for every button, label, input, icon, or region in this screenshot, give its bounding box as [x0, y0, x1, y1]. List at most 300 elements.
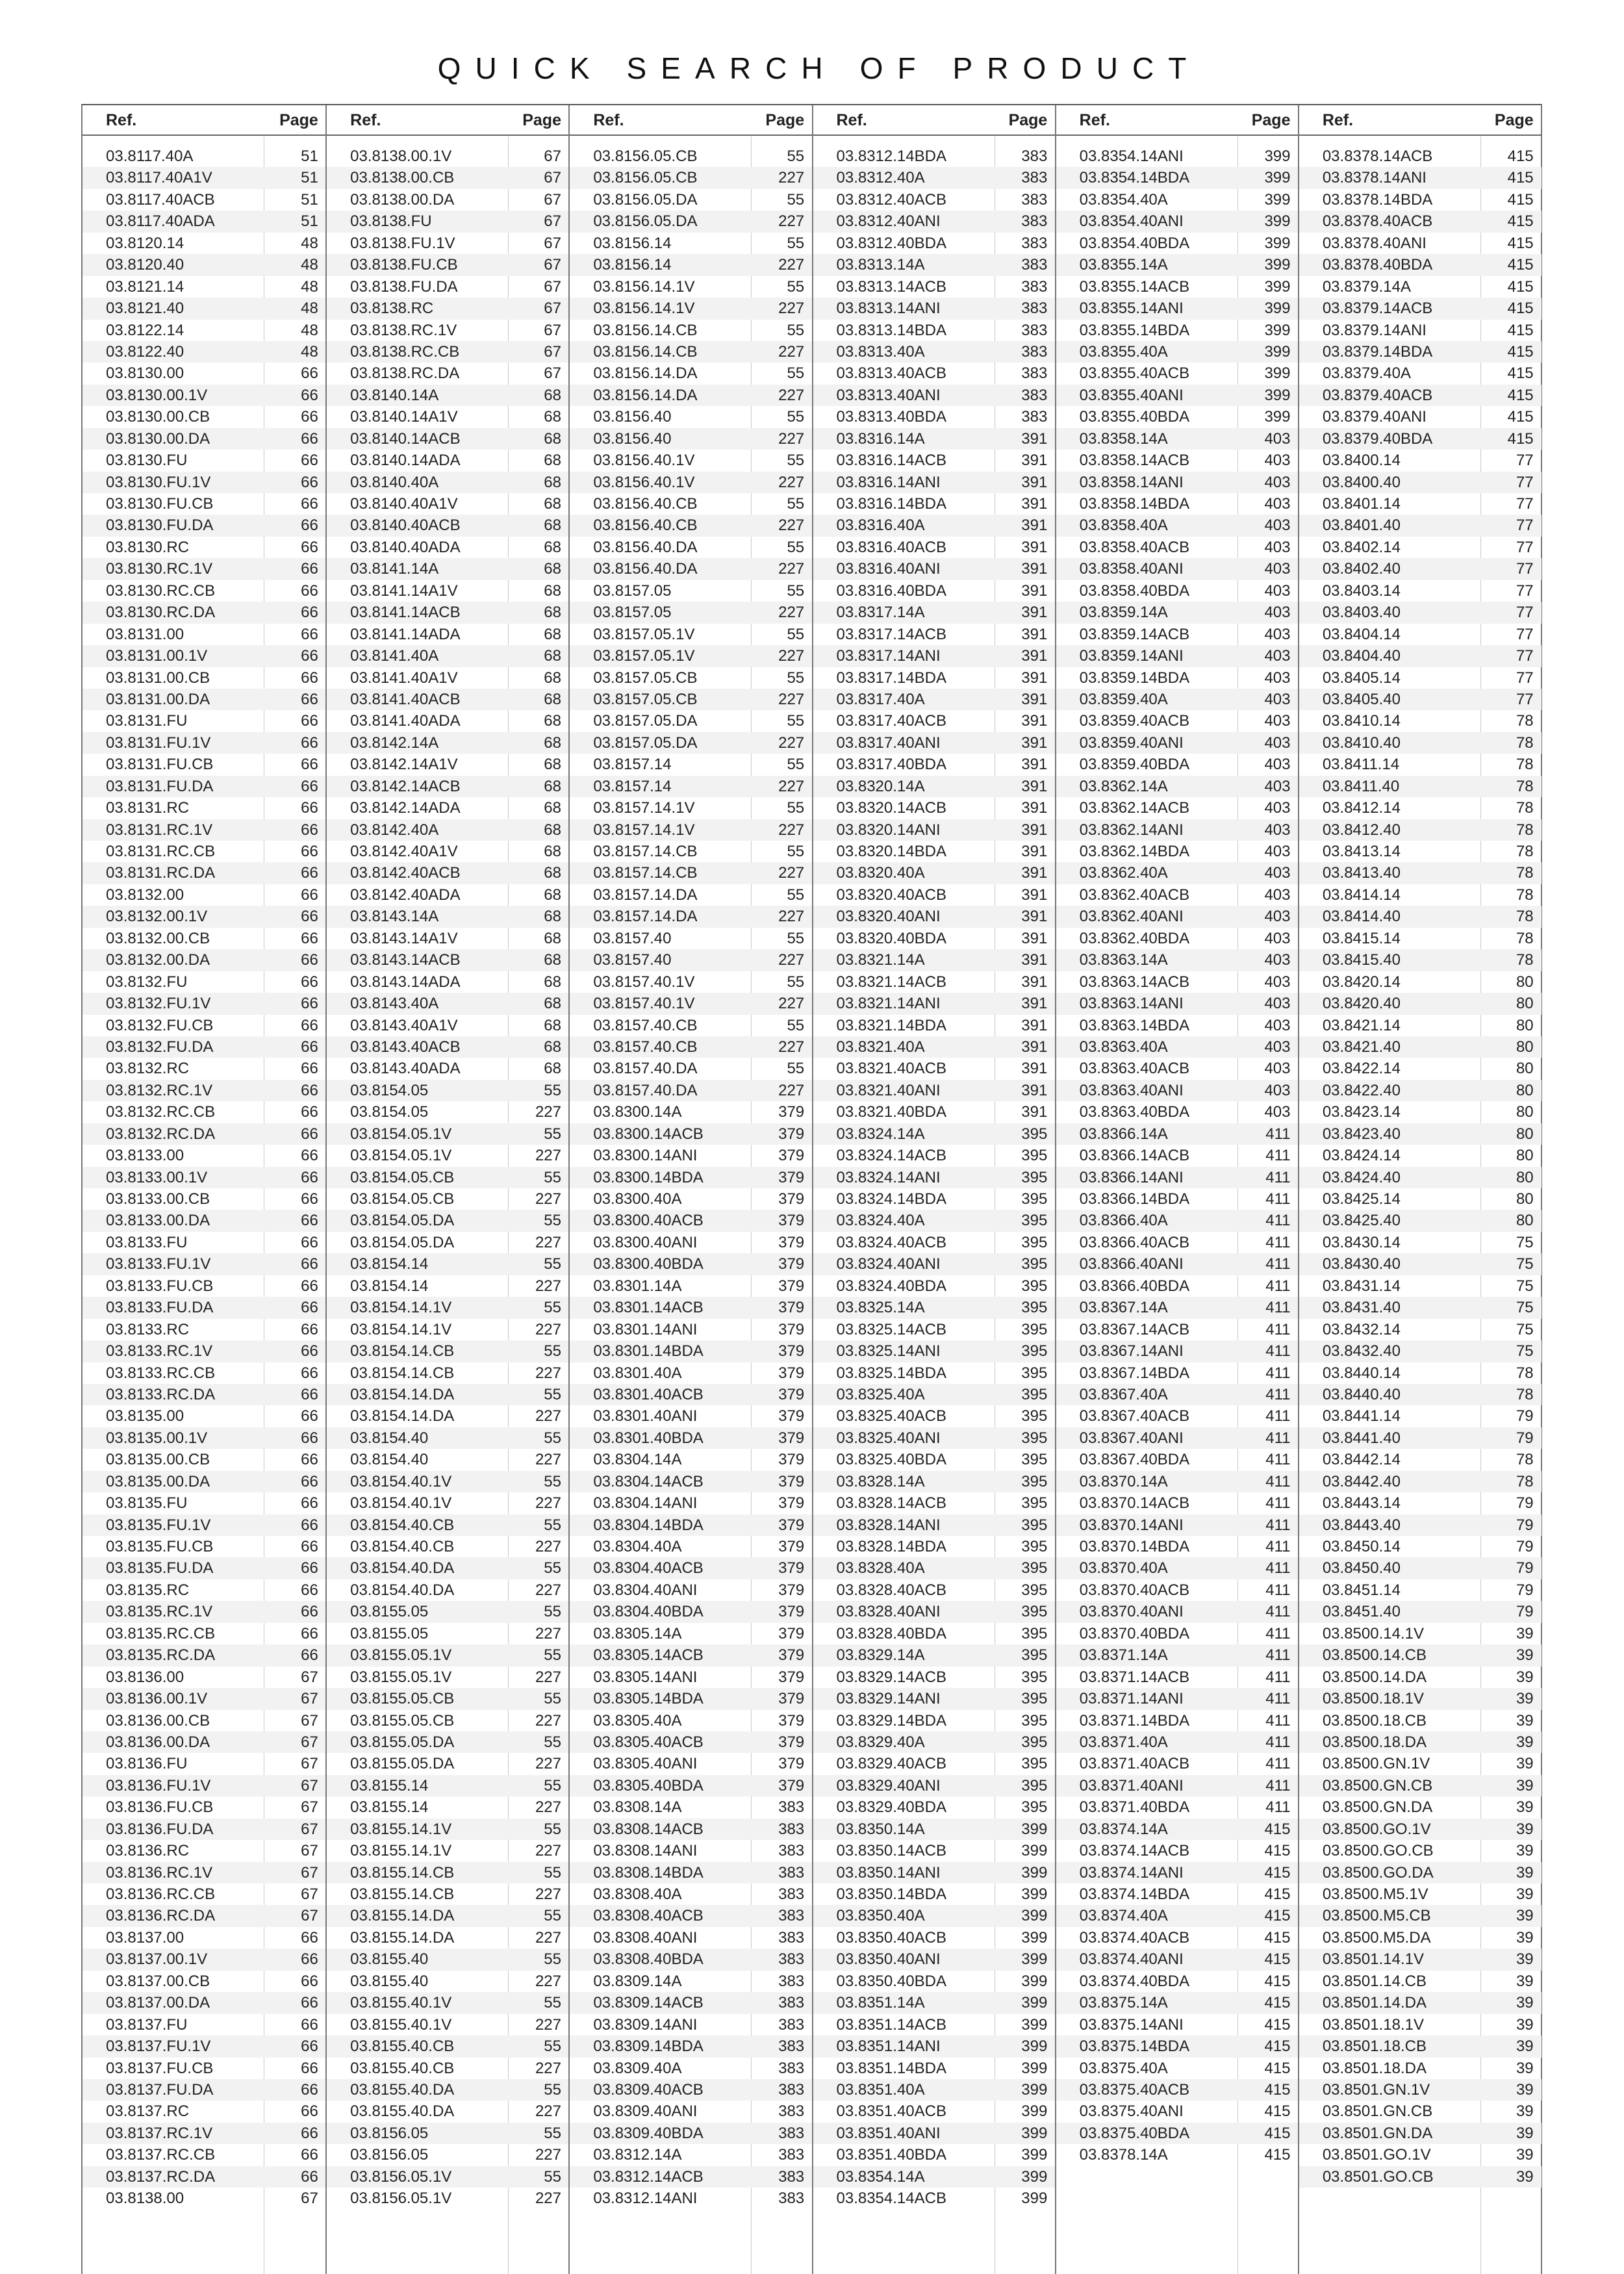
page-number: 39 [1516, 2038, 1534, 2056]
index-column [1055, 105, 1299, 2274]
ref-code: 03.8130.00 [106, 364, 184, 383]
ref-code: 03.8324.14ACB [836, 1147, 946, 1165]
table-row [82, 1145, 326, 1166]
page-number: 383 [778, 2124, 805, 2142]
ref-code: 03.8379.14ANI [1322, 321, 1427, 339]
table-row [813, 2166, 1056, 2188]
page-number: 66 [301, 1103, 318, 1121]
page-number: 55 [544, 2124, 561, 2142]
table-row [1056, 515, 1299, 536]
page-number: 379 [778, 1624, 805, 1642]
ref-code: 03.8378.40ACB [1322, 212, 1433, 231]
ref-code: 03.8136.RC.DA [106, 1907, 216, 1925]
table-row [1056, 645, 1299, 667]
ref-code: 03.8316.14ACB [836, 452, 946, 470]
ref-code: 03.8363.14ANI [1079, 995, 1184, 1013]
page-number: 78 [1516, 777, 1534, 795]
page-number: 379 [778, 1494, 805, 1513]
table-row [813, 2144, 1056, 2165]
table-row [813, 928, 1056, 949]
table-row [813, 2101, 1056, 2122]
table-row [570, 1210, 812, 1231]
page-number: 68 [544, 538, 561, 556]
page-number: 379 [778, 1299, 805, 1317]
page-number: 77 [1516, 538, 1534, 556]
table-row [570, 1362, 812, 1384]
page-number: 39 [1516, 1863, 1534, 1882]
page-number: 67 [544, 256, 561, 274]
page-number: 415 [1507, 234, 1534, 252]
table-row [82, 1340, 326, 1362]
table-row [1056, 189, 1299, 211]
ref-code: 03.8135.00 [106, 1407, 184, 1425]
table-row [1299, 1796, 1542, 1818]
table-row [327, 1688, 569, 1709]
ref-code: 03.8443.14 [1322, 1494, 1401, 1513]
ref-code: 03.8304.40BDA [593, 1603, 704, 1621]
table-row [570, 645, 812, 667]
ref-code: 03.8359.14ANI [1079, 647, 1184, 665]
table-row [570, 819, 812, 841]
page-number: 68 [544, 495, 561, 513]
page-number: 66 [301, 2124, 318, 2142]
table-row [1299, 1319, 1542, 1340]
ref-code: 03.8156.40 [593, 429, 672, 448]
page-number: 67 [544, 212, 561, 231]
table-row [570, 1492, 812, 1514]
ref-code: 03.8400.14 [1322, 452, 1401, 470]
ref-code: 03.8374.40ANI [1079, 1950, 1184, 1969]
ref-code: 03.8154.14 [350, 1277, 429, 1295]
page-number: 66 [301, 1212, 318, 1230]
page-number: 68 [544, 1060, 561, 1078]
page-header: Page [1008, 111, 1048, 129]
table-row [570, 320, 812, 341]
ref-code: 03.8132.RC.DA [106, 1125, 216, 1143]
page-number: 379 [778, 1125, 805, 1143]
table-row [570, 1862, 812, 1884]
ref-code: 03.8410.14 [1322, 712, 1401, 730]
page-number: 78 [1516, 908, 1534, 926]
page-number: 227 [535, 1451, 561, 1469]
ref-code: 03.8321.40A [836, 1038, 925, 1056]
ref-code: 03.8137.FU.CB [106, 2059, 214, 2077]
page-number: 66 [301, 799, 318, 817]
page-number: 67 [301, 1668, 318, 1686]
page-number: 395 [1021, 1472, 1048, 1490]
table-row [813, 1449, 1056, 1470]
page-number: 227 [778, 212, 805, 231]
ref-code: 03.8135.00.CB [106, 1451, 210, 1469]
table-row [327, 1275, 569, 1297]
ref-code: 03.8375.14BDA [1079, 2038, 1190, 2056]
page-number: 415 [1264, 2015, 1291, 2034]
table-row [82, 993, 326, 1014]
ref-code: 03.8367.14A [1079, 1299, 1168, 1317]
table-row [1299, 1927, 1542, 1948]
ref-code: 03.8300.14BDA [593, 1168, 704, 1186]
ref-code: 03.8156.05.CB [593, 169, 698, 187]
ref-code: 03.8366.40ANI [1079, 1255, 1184, 1273]
table-row [327, 1514, 569, 1536]
ref-code: 03.8501.14.DA [1322, 1994, 1427, 2012]
ref-code: 03.8316.14A [836, 429, 925, 448]
table-row [813, 2036, 1056, 2057]
page-number: 403 [1264, 669, 1291, 687]
page-header: Page [1251, 111, 1291, 129]
ref-code: 03.8141.40A [350, 647, 439, 665]
page-number: 391 [1021, 647, 1048, 665]
page-number: 395 [1021, 1168, 1048, 1186]
page-number: 67 [301, 1755, 318, 1773]
ref-code: 03.8155.40.DA [350, 2102, 455, 2121]
page-number: 66 [301, 908, 318, 926]
ref-code: 03.8320.14A [836, 777, 925, 795]
page-number: 391 [1021, 864, 1048, 882]
ref-code: 03.8155.14.DA [350, 1907, 455, 1925]
ref-code: 03.8412.14 [1322, 799, 1401, 817]
page-number: 66 [301, 929, 318, 947]
ref-code: 03.8359.40ACB [1079, 712, 1190, 730]
table-row [327, 1492, 569, 1514]
table-row [82, 645, 326, 667]
column-rows [82, 146, 326, 2210]
ref-code: 03.8156.05.CB [593, 147, 698, 165]
table-row [1056, 1905, 1299, 1926]
page-number: 67 [544, 277, 561, 296]
table-row [327, 1601, 569, 1622]
page-number: 66 [301, 951, 318, 969]
page-number: 66 [301, 1603, 318, 1621]
page-number: 395 [1021, 1733, 1048, 1751]
ref-code: 03.8359.14ACB [1079, 625, 1190, 643]
table-row [1056, 1319, 1299, 1340]
table-row [327, 2014, 569, 2036]
table-row [570, 1731, 812, 1753]
page-number: 78 [1516, 843, 1534, 860]
ref-code: 03.8138.FU.1V [350, 234, 455, 252]
table-row [813, 1319, 1056, 1340]
ref-code: 03.8325.40ANI [836, 1429, 941, 1447]
page-number: 415 [1507, 212, 1534, 231]
page-number: 55 [544, 1299, 561, 1317]
ref-code: 03.8501.GO.1V [1322, 2146, 1431, 2164]
column-rows [813, 146, 1056, 2210]
page-number: 55 [544, 1429, 561, 1447]
page-number: 379 [778, 1103, 805, 1121]
ref-code: 03.8156.40.DA [593, 560, 698, 578]
page-number: 399 [1021, 1907, 1048, 1925]
page-number: 399 [1021, 2167, 1048, 2186]
ref-code: 03.8154.05.DA [350, 1233, 455, 1251]
table-row [813, 1971, 1056, 1992]
ref-code: 03.8328.14A [836, 1472, 925, 1490]
table-row [570, 1601, 812, 1622]
table-row [813, 1688, 1056, 1709]
ref-code: 03.8351.40ANI [836, 2124, 941, 2142]
page-number: 78 [1516, 712, 1534, 730]
ref-code: 03.8131.FU.1V [106, 734, 211, 752]
table-row [813, 1384, 1056, 1405]
page-number: 379 [778, 1690, 805, 1708]
ref-code: 03.8157.05.DA [593, 712, 698, 730]
page-number: 379 [778, 1320, 805, 1338]
ref-code: 03.8157.05.1V [593, 625, 695, 643]
table-row [1056, 1167, 1299, 1188]
page-number: 411 [1265, 1364, 1291, 1382]
ref-code: 03.8137.RC.1V [106, 2124, 213, 2142]
ref-code: 03.8362.40BDA [1079, 929, 1190, 947]
page-number: 55 [544, 2167, 561, 2186]
ref-code: 03.8132.00 [106, 886, 184, 904]
page-number: 383 [778, 2190, 805, 2208]
page-number: 55 [544, 1733, 561, 1751]
ref-code: 03.8329.14BDA [836, 1711, 946, 1730]
ref-code: 03.8379.40BDA [1322, 429, 1433, 448]
table-row [813, 1405, 1056, 1427]
page-number: 403 [1264, 951, 1291, 969]
table-row [327, 1427, 569, 1449]
table-row [327, 2123, 569, 2144]
table-row [1056, 211, 1299, 232]
ref-code: 03.8136.RC.CB [106, 1885, 216, 1903]
ref-code: 03.8304.14ANI [593, 1494, 698, 1513]
page-number: 383 [778, 2167, 805, 2186]
table-row [1299, 2166, 1542, 2188]
table-row [1299, 993, 1542, 1014]
table-row [82, 2101, 326, 2122]
table-row [570, 1753, 812, 1774]
table-row [82, 1948, 326, 1970]
page-number: 391 [1021, 517, 1048, 535]
page-number: 383 [1021, 342, 1048, 361]
ref-code: 03.8154.05.CB [350, 1190, 455, 1208]
ref-code: 03.8371.40ACB [1079, 1755, 1190, 1773]
ref-code: 03.8359.40BDA [1079, 756, 1190, 774]
table-row [327, 1536, 569, 1557]
table-row [570, 341, 812, 363]
page-number: 55 [787, 538, 805, 556]
page-number: 411 [1265, 1690, 1291, 1708]
ref-code: 03.8411.40 [1322, 777, 1400, 795]
ref-code: 03.8155.05 [350, 1624, 429, 1642]
page-number: 395 [1021, 1364, 1048, 1382]
page-number: 55 [544, 1820, 561, 1838]
ref-code: 03.8371.14ANI [1079, 1690, 1184, 1708]
table-row [570, 754, 812, 775]
page-number: 415 [1264, 2124, 1291, 2142]
table-row [327, 1384, 569, 1405]
table-row [813, 862, 1056, 884]
page-number: 66 [301, 864, 318, 882]
table-row [1299, 1601, 1542, 1622]
table-row [327, 993, 569, 1014]
table-row [1056, 1405, 1299, 1427]
ref-code: 03.8131.RC.1V [106, 821, 213, 839]
page-number: 227 [778, 908, 805, 926]
table-row [1299, 167, 1542, 188]
page-number: 80 [1516, 1168, 1534, 1186]
table-row [327, 1253, 569, 1275]
page-number: 395 [1021, 1233, 1048, 1251]
table-row [1056, 1971, 1299, 1992]
ref-code: 03.8301.40ANI [593, 1407, 698, 1425]
table-row [327, 233, 569, 254]
table-row [327, 1362, 569, 1384]
page-number: 379 [778, 1233, 805, 1251]
ref-code: 03.8367.40BDA [1079, 1451, 1190, 1469]
table-row [1056, 1579, 1299, 1601]
table-row [82, 320, 326, 341]
table-row [1299, 146, 1542, 167]
table-row [1056, 450, 1299, 471]
page-number: 227 [535, 1755, 561, 1773]
table-row [1299, 862, 1542, 884]
ref-code: 03.8130.RC [106, 538, 190, 556]
table-row [1056, 2036, 1299, 2057]
page-number: 77 [1516, 495, 1534, 513]
ref-code: 03.8135.FU.1V [106, 1516, 211, 1534]
ref-code: 03.8500.GN.1V [1322, 1755, 1430, 1773]
table-row [82, 146, 326, 167]
table-row [570, 428, 812, 450]
table-row [82, 1058, 326, 1079]
ref-code: 03.8375.14A [1079, 1994, 1168, 2012]
table-row [570, 1101, 812, 1123]
page-number: 66 [301, 1190, 318, 1208]
table-row [1299, 928, 1542, 949]
page-number: 79 [1516, 1494, 1534, 1513]
page-number: 66 [301, 495, 318, 513]
page-number: 383 [1021, 300, 1048, 318]
ref-code: 03.8309.14ACB [593, 1994, 704, 2012]
table-row [1056, 993, 1299, 1014]
page-number: 67 [301, 1863, 318, 1882]
page-number: 66 [301, 2038, 318, 2056]
column-header [1299, 105, 1542, 136]
table-row [570, 1514, 812, 1536]
ref-code: 03.8358.40BDA [1079, 581, 1190, 600]
page-number: 55 [544, 2038, 561, 2056]
page-number: 55 [787, 929, 805, 947]
page-number: 391 [1021, 908, 1048, 926]
table-row [1299, 1840, 1542, 1861]
page-number: 39 [1516, 2015, 1534, 2034]
page-number: 403 [1264, 495, 1291, 513]
page-number: 66 [301, 1950, 318, 1969]
ref-code: 03.8321.14ANI [836, 995, 941, 1013]
table-row [813, 710, 1056, 732]
ref-code: 03.8304.40ACB [593, 1559, 704, 1578]
ref-code: 03.8142.40ACB [350, 864, 461, 882]
table-row [1299, 1905, 1542, 1926]
ref-code: 03.8138.00.1V [350, 147, 452, 165]
ref-code: 03.8363.40ANI [1079, 1081, 1184, 1099]
table-row [1299, 1710, 1542, 1731]
ref-code: 03.8355.14ACB [1079, 277, 1190, 296]
table-row [1299, 1123, 1542, 1145]
table-row [1056, 1232, 1299, 1253]
page-number: 415 [1264, 1842, 1291, 1860]
ref-code: 03.8156.40.1V [593, 473, 695, 491]
page-number: 78 [1516, 734, 1534, 752]
table-row [813, 2014, 1056, 2036]
page-number: 227 [535, 1928, 561, 1947]
page-number: 415 [1264, 1907, 1291, 1925]
ref-code: 03.8328.40A [836, 1559, 925, 1578]
page-number: 78 [1516, 1472, 1534, 1490]
page-number: 411 [1265, 1277, 1291, 1295]
page-number: 39 [1516, 2059, 1534, 2077]
ref-code: 03.8441.40 [1322, 1429, 1401, 1447]
page-number: 403 [1264, 625, 1291, 643]
ref-code: 03.8362.14BDA [1079, 843, 1190, 860]
ref-code: 03.8130.FU.CB [106, 495, 214, 513]
page-number: 399 [1264, 256, 1291, 274]
page-number: 383 [778, 2102, 805, 2121]
ref-code: 03.8305.14ACB [593, 1646, 704, 1665]
table-row [1299, 819, 1542, 841]
page-number: 68 [544, 973, 561, 991]
table-row [570, 1319, 812, 1340]
page-number: 66 [301, 1255, 318, 1273]
table-row [327, 689, 569, 710]
page-number: 67 [544, 364, 561, 383]
table-row [1056, 1840, 1299, 1861]
page-number: 395 [1021, 1755, 1048, 1773]
page-number: 411 [1265, 1342, 1291, 1361]
table-row [1299, 580, 1542, 602]
ref-code: 03.8309.40A [593, 2059, 682, 2077]
page-number: 39 [1516, 1776, 1534, 1795]
page-number: 55 [787, 973, 805, 991]
ref-code: 03.8378.14ACB [1322, 147, 1433, 165]
table-row [1056, 1557, 1299, 1579]
page-number: 227 [535, 1277, 561, 1295]
table-row [82, 1753, 326, 1774]
table-row [1056, 341, 1299, 363]
table-row [570, 1927, 812, 1948]
table-row [813, 1145, 1056, 1166]
page-number: 383 [778, 1928, 805, 1947]
table-row [82, 928, 326, 949]
ref-code: 03.8154.40.1V [350, 1494, 452, 1513]
page-number: 227 [535, 1885, 561, 1903]
ref-code: 03.8500.GO.CB [1322, 1842, 1434, 1860]
ref-code: 03.8140.14ADA [350, 452, 461, 470]
page-number: 55 [544, 1950, 561, 1969]
ref-code: 03.8138.RC.CB [350, 342, 460, 361]
ref-code: 03.8143.14ACB [350, 951, 461, 969]
ref-code: 03.8301.14A [593, 1277, 682, 1295]
ref-code: 03.8138.00.DA [350, 190, 455, 209]
page-number: 399 [1264, 234, 1291, 252]
page-number: 39 [1516, 1907, 1534, 1925]
table-row [570, 1297, 812, 1318]
ref-code: 03.8421.40 [1322, 1038, 1401, 1056]
page-number: 403 [1264, 1016, 1291, 1034]
ref-code: 03.8300.14A [593, 1103, 682, 1121]
ref-code: 03.8501.18.CB [1322, 2038, 1427, 2056]
ref-code: 03.8362.14ANI [1079, 821, 1184, 839]
table-row [813, 450, 1056, 471]
table-row [813, 1471, 1056, 1492]
page-number: 395 [1021, 1255, 1048, 1273]
page-number: 75 [1516, 1320, 1534, 1338]
page-number: 227 [778, 517, 805, 535]
table-row [327, 2079, 569, 2101]
table-row [570, 1384, 812, 1405]
